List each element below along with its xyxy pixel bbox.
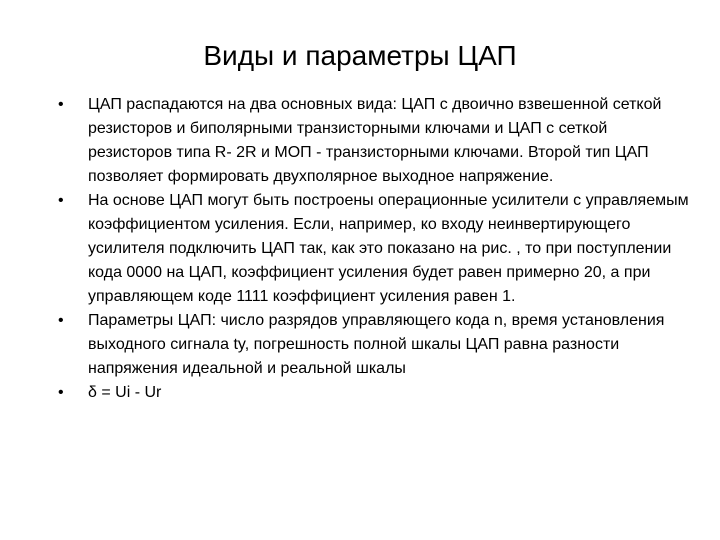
bullet-icon: • — [58, 312, 64, 329]
bullet-item-formula — [58, 381, 692, 405]
slide-title: Виды и параметры ЦАП — [203, 40, 517, 71]
bullet-text: На основе ЦАП могут быть построены операционные усилители с управляемым коэффициентом усиления. Если, например, ко входу неинвертирующего усилителя подключить ЦАП так, как это показано на рис. , то при поступлении кода 0000 на ЦАП, коэффициент усиления будет равен примерно 20, а при управляющем коде 1111 коэффициент усиления равен 1. — [88, 192, 689, 305]
bullet-text: ЦАП распадаются на два основных вида: ЦАП с двоично взвешенной сеткой резисторов и биполярными транзисторными ключами и ЦАП с сеткой резисторов типа R- 2R и МОП - транзисторными ключами. Второй тип ЦАП позволяет формировать двухполярное выходное напряжение. — [88, 96, 662, 185]
bullet-icon: • — [58, 192, 64, 209]
bullet-list — [58, 93, 692, 405]
bullet-item-dac-parameters — [58, 309, 692, 381]
bullet-text: Параметры ЦАП: число разрядов управляющего кода n, время установления выходного сигнала ty, погрешность полной шкалы ЦАП равна разности напряжения идеальной и реальной шкалы — [88, 312, 665, 377]
bullet-item-dac-types — [58, 93, 692, 189]
bullet-icon: • — [58, 96, 64, 113]
formula-text: δ = Ui - Ur — [88, 384, 162, 401]
bullet-icon: • — [58, 384, 64, 401]
bullet-item-opamp-gain — [58, 189, 692, 309]
